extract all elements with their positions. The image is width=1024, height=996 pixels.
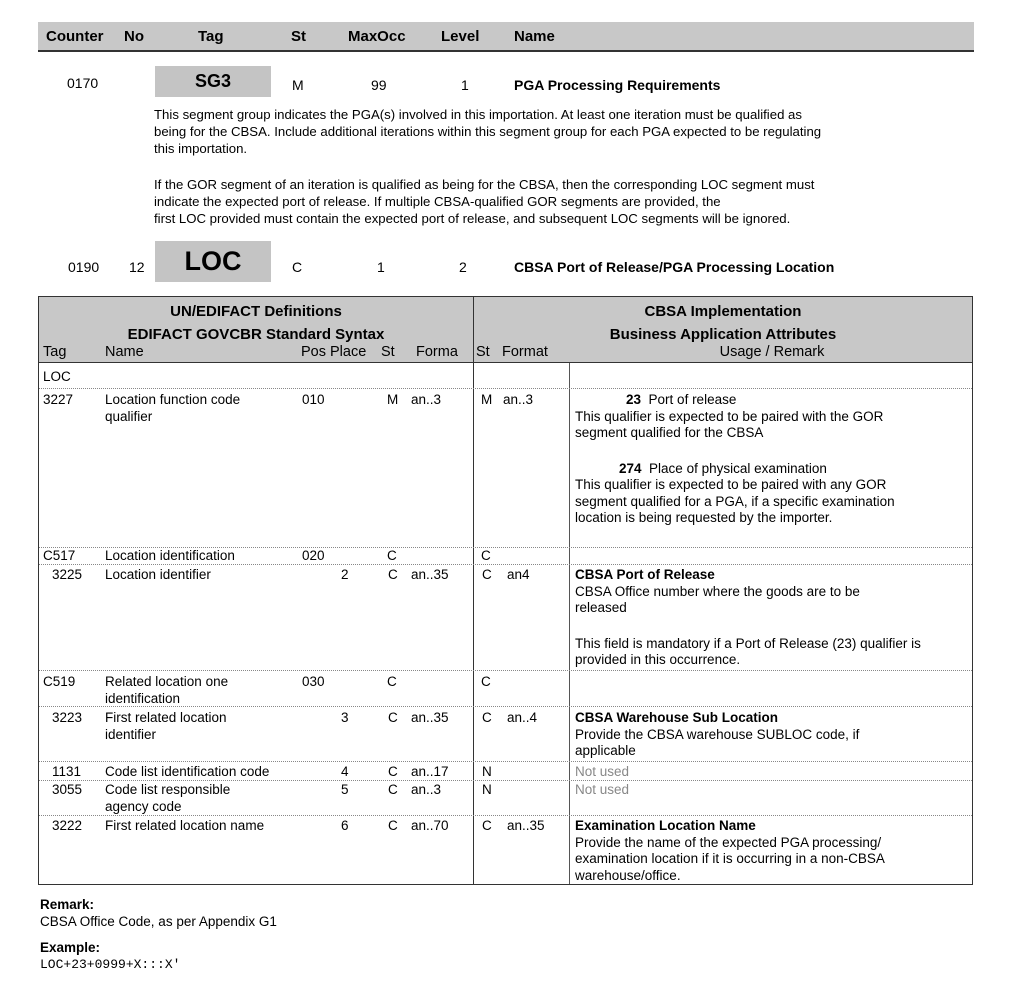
- q1-code: 23: [626, 392, 642, 407]
- r3222-st: C: [388, 818, 398, 833]
- header-tag: Tag: [198, 28, 224, 45]
- q2-text-3: location is being requested by the importer.: [575, 510, 833, 525]
- rC519-tag: C519: [43, 674, 76, 689]
- r3222-place: 6: [341, 818, 349, 833]
- left-title-2: EDIFACT GOVCBR Standard Syntax: [127, 326, 385, 343]
- r3055-st2: N: [482, 782, 492, 797]
- r3223-tag: 3223: [52, 710, 83, 725]
- rC517-st: C: [387, 548, 397, 563]
- r3223-name-1: First related location: [105, 710, 227, 725]
- col-format2: Format: [502, 344, 548, 360]
- header-level: Level: [441, 28, 480, 45]
- para-line: being for the CBSA. Include additional iterations within this segment group for each PGA expected to be regulating: [154, 124, 822, 139]
- r3225-name: Location identifier: [105, 567, 211, 582]
- loc-tag: LOC: [155, 241, 271, 282]
- r3222-usage-1: Provide the name of the expected PGA processing/: [575, 834, 882, 850]
- example-text: LOC+23+0999+X:::X': [40, 957, 181, 972]
- loc-counter: 0190: [68, 259, 100, 275]
- col-tag: Tag: [43, 344, 67, 360]
- row-rule: [39, 670, 972, 671]
- r3055-name-2: agency code: [105, 798, 182, 814]
- row-rule: [39, 780, 972, 781]
- usage-divider: [569, 362, 570, 884]
- example-label: Example:: [40, 940, 101, 955]
- para-line: first LOC provided must contain the expected port of release, and subsequent LOC segments will be ignored.: [154, 211, 791, 226]
- r3055-fmt: an..3: [411, 782, 442, 797]
- header-maxocc: MaxOcc: [348, 28, 406, 45]
- col-st: St: [381, 344, 395, 360]
- r3223-fmt2: an..4: [507, 710, 538, 725]
- loc-st: C: [292, 259, 303, 275]
- r3055-place: 5: [341, 782, 349, 797]
- remark-text: CBSA Office Code, as per Appendix G1: [40, 914, 277, 929]
- rC519-pos: 030: [302, 674, 325, 689]
- r3225-st2: C: [482, 567, 492, 582]
- r3227-name-2: qualifier: [105, 408, 153, 424]
- header-st: St: [291, 28, 306, 45]
- q2-code: 274: [619, 460, 642, 476]
- loc-level: 2: [459, 259, 467, 275]
- r1131-fmt: an..17: [411, 764, 449, 779]
- r3225-fmt2: an4: [507, 567, 530, 582]
- r1131-st: C: [388, 764, 398, 779]
- r3222-usage-2: examination location if it is occurring in a non-CBSA: [575, 851, 885, 866]
- table-title-header: [39, 297, 972, 344]
- left-title-1: UN/EDIFACT Definitions: [170, 303, 342, 320]
- r3227-pos: 010: [302, 392, 325, 407]
- segment-header-bar: [38, 22, 974, 52]
- r3223-usage-title: CBSA Warehouse Sub Location: [575, 710, 779, 725]
- r3227-tag: 3227: [43, 392, 74, 407]
- sg3-description-2: [154, 176, 954, 227]
- col-place: Place: [330, 344, 367, 360]
- loc-name: CBSA Port of Release/PGA Processing Location: [514, 259, 835, 275]
- row-rule: [39, 761, 972, 762]
- rC517-tag: C517: [43, 548, 76, 563]
- r1131-tag: 1131: [52, 764, 82, 779]
- q2-text-2: segment qualified for a PGA, if a specific examination: [575, 493, 895, 509]
- sg3-description-1: [154, 106, 954, 157]
- row-rule: [39, 815, 972, 816]
- r3223-fmt: an..35: [411, 710, 449, 725]
- r3223-usage-2: applicable: [575, 743, 636, 758]
- rC519-name-1: Related location one: [105, 674, 229, 689]
- r3055-tag: 3055: [52, 782, 83, 797]
- r3223-name-2: identifier: [105, 726, 157, 742]
- rC519-name-2: identification: [105, 690, 181, 706]
- r1131-place: 4: [341, 764, 349, 779]
- r3223-usage: [575, 710, 970, 760]
- r3055-usage: Not used: [575, 782, 630, 797]
- definitions-table: [38, 296, 973, 885]
- header-no: No: [124, 28, 144, 45]
- seg-tag: LOC: [43, 369, 71, 384]
- sg3-name: PGA Processing Requirements: [514, 77, 721, 93]
- col-usage: Usage / Remark: [719, 344, 825, 360]
- r3225-usage-2: released: [575, 600, 627, 615]
- row-rule: [39, 388, 972, 389]
- para-line: If the GOR segment of an iteration is qualified as being for the CBSA, then the corresponding LOC segment must: [154, 177, 815, 192]
- r3227-st2: M: [481, 392, 493, 407]
- r3227-fmt2: an..3: [503, 392, 534, 407]
- loc-no: 12: [129, 259, 145, 275]
- para-line: this importation.: [154, 141, 248, 156]
- col-format: Forma: [416, 344, 458, 360]
- col-pos: Pos: [301, 344, 326, 360]
- sg3-maxocc: 99: [371, 77, 387, 93]
- rC519-st2: C: [481, 674, 491, 689]
- r3222-tag: 3222: [52, 818, 83, 833]
- r3222-fmt2: an..35: [507, 818, 545, 833]
- column-header: [39, 344, 972, 362]
- r3222-usage: [575, 818, 970, 884]
- r3225-usage: [575, 567, 970, 669]
- sg3-st: M: [292, 77, 304, 93]
- r3223-place: 3: [341, 710, 349, 725]
- r3222-name: First related location name: [105, 818, 265, 833]
- rC517-pos: 020: [302, 548, 325, 563]
- r3225-place: 2: [341, 567, 349, 582]
- header-name: Name: [514, 28, 555, 45]
- r3225-usage-title: CBSA Port of Release: [575, 567, 715, 582]
- col-name: Name: [105, 344, 144, 360]
- r3055-st: C: [388, 782, 398, 797]
- r3227-st: M: [387, 392, 399, 407]
- q1-label: Port of release: [648, 392, 737, 407]
- r1131-usage: Not used: [575, 764, 630, 779]
- table-center-divider: [473, 297, 474, 884]
- r3225-st: C: [388, 567, 398, 582]
- remark-label: Remark:: [40, 897, 95, 912]
- sg3-counter: 0170: [67, 75, 99, 91]
- rC517-st2: C: [481, 548, 491, 563]
- r1131-st2: N: [482, 764, 492, 779]
- col-st2: St: [476, 344, 490, 360]
- right-title-1: CBSA Implementation: [644, 303, 802, 320]
- r3222-fmt: an..70: [411, 818, 449, 833]
- r3225-usage-1: CBSA Office number where the goods are to be: [575, 583, 860, 599]
- r3225-usage-3: This field is mandatory if a Port of Release (23) qualifier is: [575, 635, 921, 651]
- header-counter: Counter: [46, 28, 104, 45]
- r3225-fmt: an..35: [411, 567, 449, 582]
- r1131-name: Code list identification code: [105, 764, 270, 779]
- q1-text-1: This qualifier is expected to be paired with the GOR: [575, 408, 884, 424]
- r3223-usage-1: Provide the CBSA warehouse SUBLOC code, if: [575, 726, 860, 742]
- r3222-st2: C: [482, 818, 492, 833]
- rC519-st: C: [387, 674, 397, 689]
- q2-text-1: This qualifier is expected to be paired with any GOR: [575, 477, 887, 492]
- r3227-fmt: an..3: [411, 392, 442, 407]
- q2-label: Place of physical examination: [649, 460, 827, 476]
- r3227-usage: [575, 392, 970, 527]
- row-rule: [39, 706, 972, 707]
- r3222-usage-3: warehouse/office.: [575, 867, 681, 883]
- r3223-st2: C: [482, 710, 492, 725]
- para-line: This segment group indicates the PGA(s) involved in this importation. At least one iteration must be qualified as: [154, 107, 802, 122]
- r3222-usage-title: Examination Location Name: [575, 818, 756, 833]
- header-rule: [39, 362, 972, 363]
- sg3-tag: SG3: [155, 66, 271, 97]
- row-rule: [39, 564, 972, 565]
- right-title-2: Business Application Attributes: [609, 326, 837, 343]
- r3227-name-1: Location function code: [105, 392, 241, 407]
- sg3-level: 1: [461, 77, 469, 93]
- r3225-usage-4: provided in this occurrence.: [575, 652, 741, 667]
- r3225-tag: 3225: [52, 567, 83, 582]
- rC517-name: Location identification: [105, 548, 235, 563]
- q1-text-2: segment qualified for the CBSA: [575, 425, 764, 440]
- loc-maxocc: 1: [377, 259, 385, 275]
- r3223-st: C: [388, 710, 398, 725]
- para-line: indicate the expected port of release. If multiple CBSA-qualified GOR segments are provided, the: [154, 194, 721, 209]
- r3055-name-1: Code list responsible: [105, 782, 231, 797]
